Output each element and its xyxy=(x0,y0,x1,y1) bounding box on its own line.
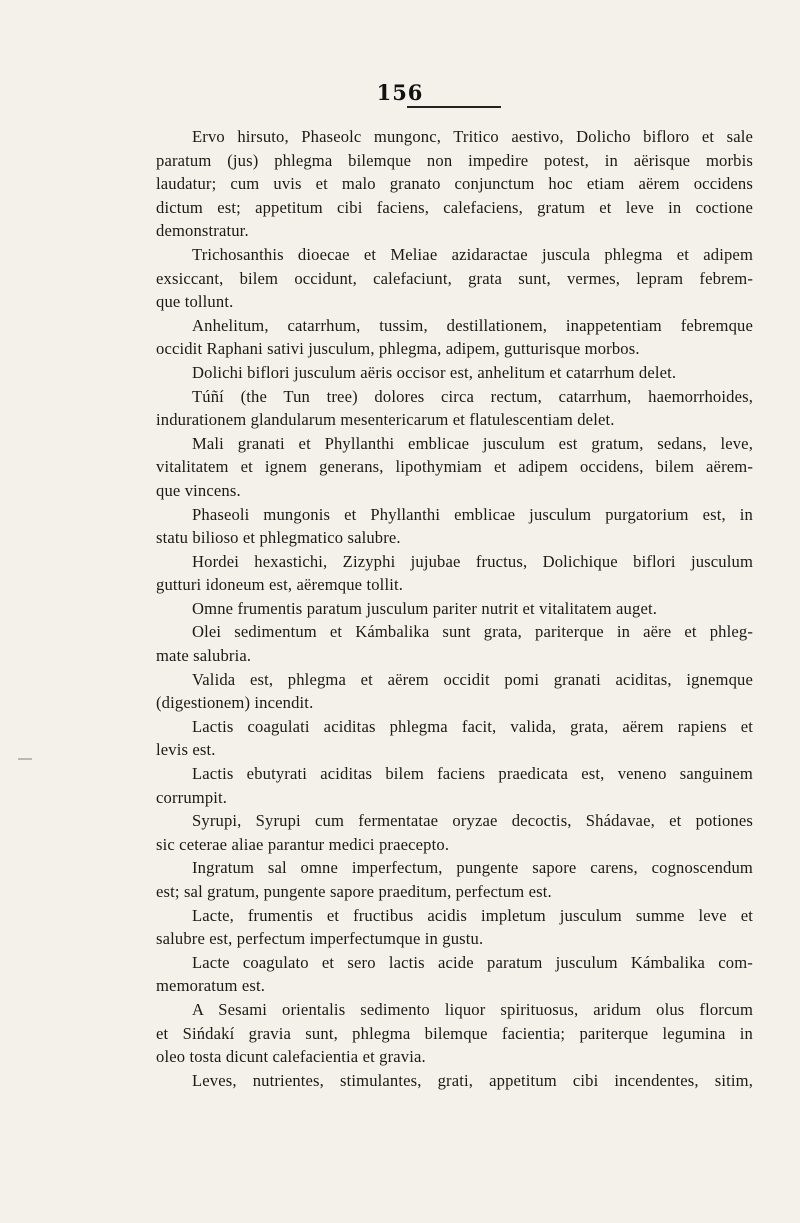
text-line: Anhelitum, catarrhum, tussim, destillationem, inappetentiam febremque xyxy=(192,315,753,335)
text-line: Valida est, phlegma et aërem occidit pomi granati aciditas, ignemque xyxy=(192,669,753,689)
text-line: est; sal gratum, pungente sapore praeditum, perfectum est. xyxy=(156,882,552,901)
text-line: Dolichi biflori jusculum aëris occisor est, anhelitum et catarrhum delet. xyxy=(192,362,677,382)
text-line: demonstratur. xyxy=(156,221,249,241)
text-line: et Sińdakí gravia sunt, phlegma bilemque facientia; pariterque legumina in xyxy=(156,1023,753,1043)
paragraph xyxy=(156,1069,753,1093)
text-line: Omne frumentis paratum jusculum pariter nutrit et vitalitatem auget. xyxy=(192,598,658,618)
paragraph xyxy=(156,668,753,715)
paragraph xyxy=(156,125,753,243)
paragraph xyxy=(156,951,753,998)
text-line: dictum est; appetitum cibi faciens, calefaciens, gratum et leve in coctione xyxy=(156,197,753,217)
paragraph xyxy=(156,620,753,667)
text-line: Hordei hexastichi, Zizyphi jujubae fructus, Dolichique biflori jusculum xyxy=(192,551,753,571)
text-line: Lactis ebutyrati aciditas bilem faciens praedicata est, veneno sanguinem xyxy=(192,764,753,784)
text-line: Lacte coagulato et sero lactis acide paratum jusculum Kámbalika com- xyxy=(192,952,753,972)
text-line: Trichosanthis dioecae et Meliae azidaractae juscula phlegma et adipem xyxy=(192,244,753,264)
text-line: Lactis coagulati aciditas phlegma facit, valida, grata, aërem rapiens et xyxy=(192,716,753,736)
paragraph xyxy=(156,503,753,550)
text-line: exsiccant, bilem occidunt, calefaciunt, grata sunt, vermes, lepram febrem- xyxy=(156,268,753,288)
text-line: statu bilioso et phlegmatico salubre. xyxy=(156,528,401,548)
text-line: Ervo hirsuto, Phaseolc mungonc, Tritico aestivo, Dolicho bifloro et sale xyxy=(192,127,753,146)
paragraph xyxy=(156,809,753,856)
text-line: Syrupi, Syrupi cum fermentatae oryzae decoctis, Shádavae, et potiones xyxy=(192,811,753,831)
paragraph xyxy=(156,998,753,1069)
margin-mark xyxy=(18,758,32,760)
text-line: paratum (jus) phlegma bilemque non impedire potest, in aërisque morbis xyxy=(156,150,753,170)
text-line: sic ceterae aliae parantur medici praecepto. xyxy=(156,834,450,854)
text-line: laudatur; cum uvis et malo granato conjunctum hoc etiam aërem occidens xyxy=(156,174,753,194)
text-line: occidit Raphani sativi jusculum, phlegma, adipem, gutturisque morbos. xyxy=(156,339,640,359)
text-line: vitalitatem et ignem generans, lipothymiam et adipem occidens, bilem aërem- xyxy=(156,457,753,477)
paragraph xyxy=(156,856,753,903)
text-line: Mali granati et Phyllanthi emblicae jusculum est gratum, sedans, leve, xyxy=(192,433,753,453)
text-line: A Sesami orientalis sedimento liquor spirituosus, aridum olus florcum xyxy=(192,999,753,1019)
header-rule xyxy=(407,106,501,108)
paragraph xyxy=(156,314,753,361)
text-line: Ingratum sal omne imperfectum, pungente sapore carens, cognoscendum xyxy=(192,858,753,878)
text-line: indurationem glandularum mesentericarum et flatulescentiam delet. xyxy=(156,410,615,430)
paragraph xyxy=(156,385,753,432)
paragraph xyxy=(156,904,753,951)
text-line: que tollunt. xyxy=(156,292,234,312)
text-line: oleo tosta dicunt calefacientia et gravia. xyxy=(156,1047,426,1067)
text-line: levis est. xyxy=(156,740,216,760)
paragraph xyxy=(156,550,753,597)
text-line: salubre est, perfectum imperfectumque in gustu. xyxy=(156,929,484,949)
text-line: que vincens. xyxy=(156,480,241,500)
paragraph xyxy=(156,432,753,503)
text-line: mate salubria. xyxy=(156,646,252,666)
text-line: Phaseoli mungonis et Phyllanthi emblicae jusculum purgatorium est, in xyxy=(192,504,753,524)
text-line: Leves, nutrientes, stimulantes, grati, appetitum cibi incendentes, sitim, xyxy=(192,1070,753,1090)
paragraph xyxy=(156,361,753,385)
text-line: Lacte, frumentis et fructibus acidis impletum jusculum summe leve et xyxy=(192,905,753,925)
text-line: memoratum est. xyxy=(156,976,266,996)
paragraph xyxy=(156,715,753,762)
body-text xyxy=(156,125,753,1092)
text-line: Túñí (the Tun tree) dolores circa rectum, catarrhum, haemorrhoides, xyxy=(192,386,753,406)
paragraph xyxy=(156,243,753,314)
text-line: corrumpit. xyxy=(156,787,228,807)
text-line: gutturi idoneum est, aëremque tollit. xyxy=(156,575,404,595)
paragraph xyxy=(156,762,753,809)
text-line: Olei sedimentum et Kámbalika sunt grata, pariterque in aëre et phleg- xyxy=(192,622,753,642)
paragraph xyxy=(156,597,753,621)
text-line: (digestionem) incendit. xyxy=(156,693,314,713)
page-number: 156 xyxy=(376,80,424,105)
